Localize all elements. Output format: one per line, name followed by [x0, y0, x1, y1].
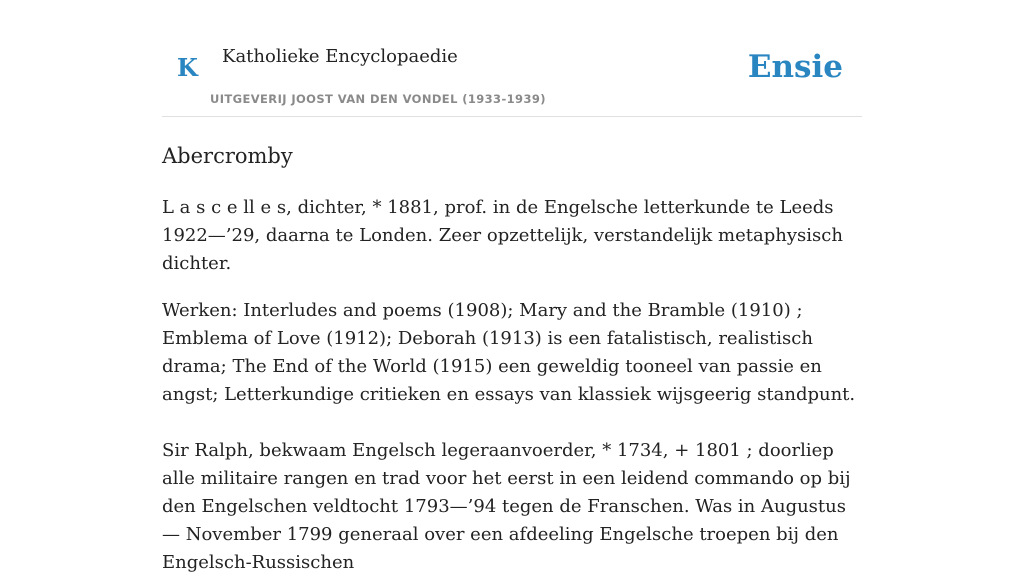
ensie-logo[interactable]: Ensie: [747, 49, 843, 85]
page: [162, 0, 862, 577]
article-title: Abercromby: [162, 144, 293, 168]
site-header: [162, 0, 862, 117]
article-paragraph: [162, 194, 862, 278]
paragraph-lead: L a s c e ll e s: [162, 197, 287, 218]
article-paragraph: Werken: Interludes and poems (1908); Mary and the Bramble (1910) ; Emblema of Love (1912); Deborah (1913) is een fatalistisch, realistisch drama; The End of the World (1915) een geweldig tooneel van passie en angst; Letterkundige critieken en essays van klassiek wijsgeerig standpunt.: [162, 300, 856, 405]
article-paragraph: Sir Ralph, bekwaam Engelsch legeraanvoerder, * 1734, + 1801 ; doorliep alle militaire rangen en trad voor het eerst in een leidend commando op bij den Engelschen veldtocht 1793—’94 tegen de Franschen. Was in Augustus— November 1799 generaal over een afdeeling Engelsche troepen bij den Engelsch-Russischen: [162, 440, 851, 573]
logo-icon[interactable]: K: [177, 53, 198, 82]
publisher-subtitle: UITGEVERIJ JOOST VAN DEN VONDEL (1933-1939): [210, 92, 546, 106]
paragraph-text: , dichter, * 1881, prof. in de Engelsche letterkunde te Leeds 1922—’29, daarna te Londen. Zeer opzettelijk, verstandelijk metaphysisch dichter.: [162, 197, 843, 274]
site-title[interactable]: Katholieke Encyclopaedie: [222, 46, 458, 67]
